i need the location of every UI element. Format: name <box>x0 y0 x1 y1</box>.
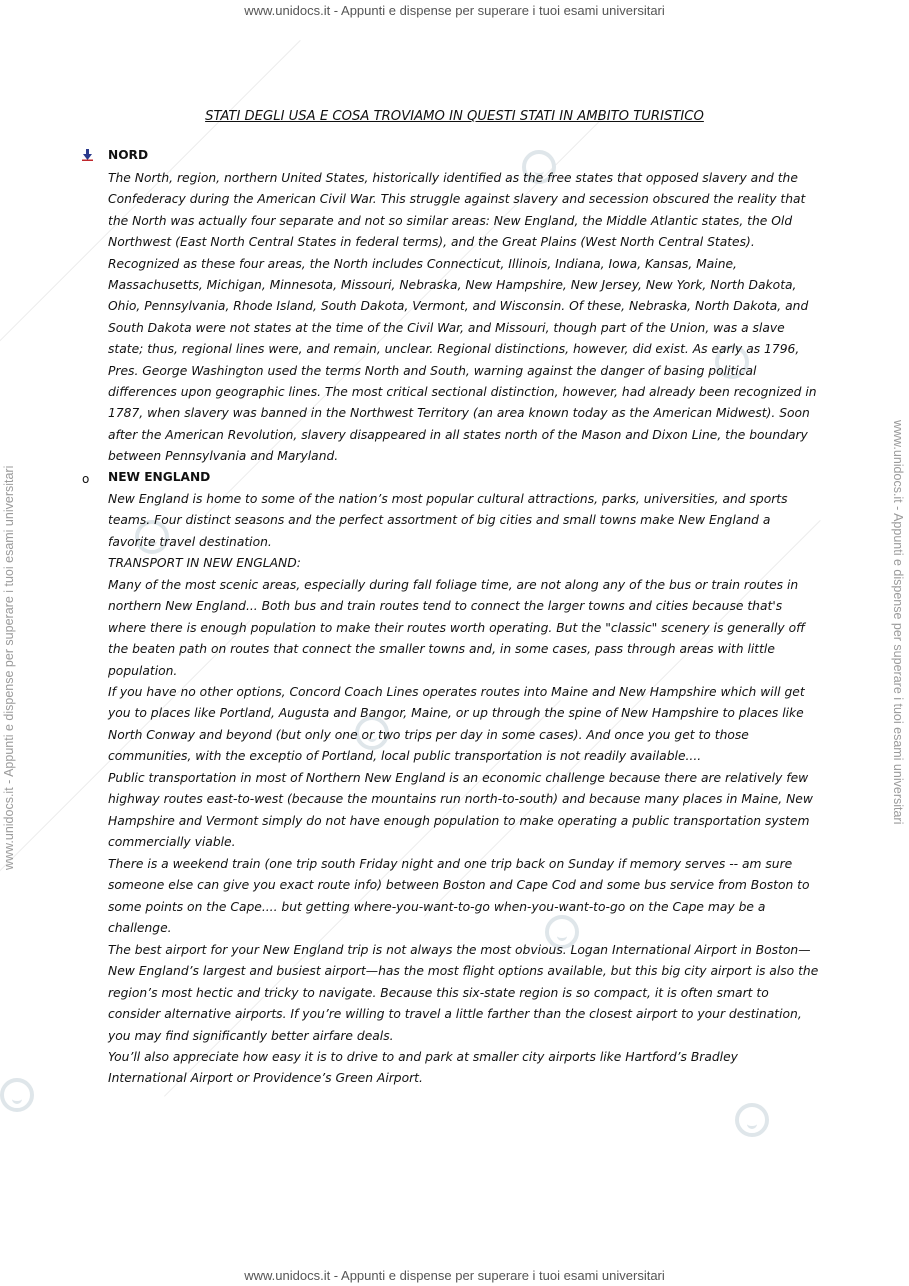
paragraph-smaller-airports: You’ll also appreciate how easy it is to drive to and park at smaller city airports like Hartford’s Bradley International Airport or Providence’s Green Airport. <box>108 1050 738 1086</box>
paragraph-public-transport: Public transportation in most of Northern New England is an economic challenge because there are relatively few highway routes east-to-west (because the mountains run north-to-south) and because many places in Maine, New Hampshire and Vermont simply do not have enough population to make operating a public transportation system commercially viable. <box>108 771 813 850</box>
watermark-side-left: www.unidocs.it - Appunti e dispense per superare i tuoi esami universitari <box>2 465 16 870</box>
watermark-header: www.unidocs.it - Appunti e dispense per superare i tuoi esami universitari <box>244 3 665 18</box>
paragraph-scenic-routes: Many of the most scenic areas, especially during fall foliage time, are not along any of the bus or train routes in northern New England... Both bus and train routes tend to connect the larger towns and cities because that's where there is enough population to make their routes worth operating. But the "classic" scenery is generally off the beaten path on routes that connect the smaller towns and, in some cases, pass through areas with little population. <box>108 578 805 678</box>
paragraph-best-airport: The best airport for your New England trip is not always the most obvious. Logan International Airport in Boston—New England’s largest and busiest airport—has the most flight options available, but this big city airport is also the region’s most hectic and tricky to navigate. Because this six-state region is so compact, it is often smart to consider alternative airports. If you’re willing to travel a little farther than the closest airport to your destination, you may find significantly better airfare deals. <box>108 943 819 1043</box>
paragraph-transport-heading: TRANSPORT IN NEW ENGLAND: <box>108 556 301 570</box>
page-title: STATI DEGLI USA E COSA TROVIAMO IN QUESTI STATI IN AMBITO TURISTICO <box>205 109 704 124</box>
paragraph-concord-coach: If you have no other options, Concord Coach Lines operates routes into Maine and New Hampshire which will get you to places like Portland, Augusta and Bangor, Maine, or up through the spine of New Hampshire to places like North Conway and beyond (but only one or two trips per day in some cases). And once you get to those communities, with the exceptio of Portland, local public transportation is not readily available.... <box>108 685 805 764</box>
section-heading-new-england: NEW ENGLAND <box>108 470 211 484</box>
paragraph-weekend-train: There is a weekend train (one trip south Friday night and one trip back on Sunday if memory serves -- am sure someone else can give you exact route info) between Boston and Cape Cod and some bus service from Boston to some points on the Cape.... but getting where-you-want-to-go when-you-want-to-go on the Cape may be a challenge. <box>108 857 810 936</box>
section-heading-nord: NORD <box>108 148 149 162</box>
watermark-footer: www.unidocs.it - Appunti e dispense per superare i tuoi esami universitari <box>244 1268 665 1283</box>
paragraph-nord: The North, region, northern United States, historically identified as the free states that opposed slavery and the Confederacy during the American Civil War. This struggle against slavery and secession obscured the reality that the North was actually four separate and not so similar areas: New England, the Middle Atlantic states, the Old Northwest (East North Central States in federal terms), and the Great Plains (West North Central States). Recognized as these four areas, the North includes Connecticut, Illinois, Indiana, Iowa, Kansas, Maine, Massachusetts, Michigan, Minnesota, Missouri, Nebraska, New Hampshire, New Jersey, New York, North Dakota, Ohio, Pennsylvania, Rhode Island, South Dakota, Vermont, and Wisconsin. Of these, Nebraska, North Dakota, and South Dakota were not states at the time of the Civil War, and Missouri, though part of the Union, was a slave state; thus, regional lines were, and remain, unclear. Regional distinctions, however, did exist. As early as 1796, Pres. George Washington used the terms North and South, warning against the danger of basing political differences upon geographic lines. The most critical sectional distinction, however, had already been recognized in 1787, when slavery was banned in the Northwest Territory (an area known today as the American Midwest). Soon after the American Revolution, slavery disappeared in all states north of the Mason and Dixon Line, the boundary between Pennsylvania and Maryland. <box>108 171 817 464</box>
arrow-bullet-icon <box>80 149 94 161</box>
circle-bullet-icon: o <box>82 472 90 486</box>
watermark-logo-icon <box>735 1103 769 1137</box>
paragraph-new-england-intro: New England is home to some of the nation’s most popular cultural attractions, parks, universities, and sports teams. Four distinct seasons and the perfect assortment of big cities and small towns make New England a favorite travel destination. <box>108 492 788 549</box>
watermark-logo-icon <box>0 1078 34 1112</box>
watermark-side-right: www.unidocs.it - Appunti e dispense per superare i tuoi esami universitari <box>891 420 905 825</box>
